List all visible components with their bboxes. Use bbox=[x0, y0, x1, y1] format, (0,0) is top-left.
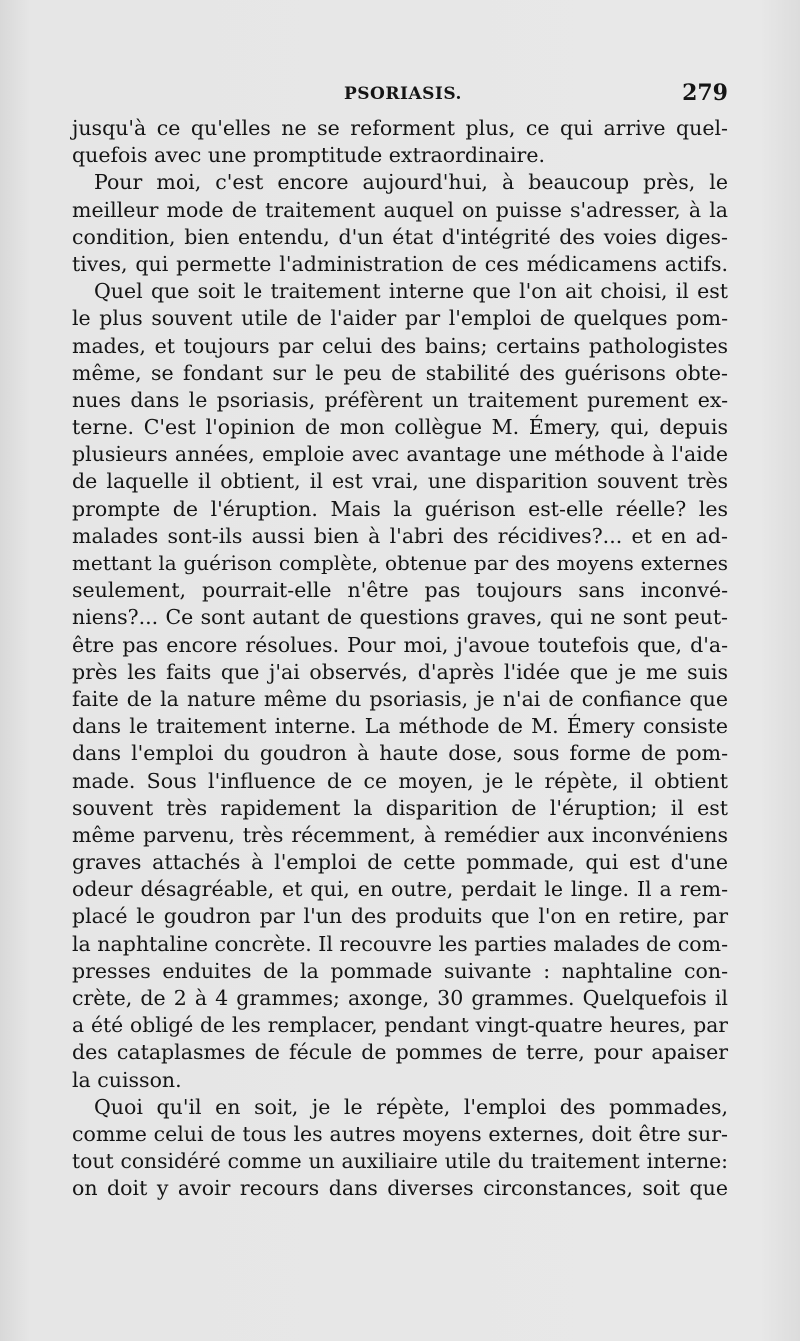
text-line: la naphtaline concrète. Il recouvre les parties malades de com- bbox=[72, 931, 728, 956]
text-line: mettant la guérison complète, obtenue par des moyens externes bbox=[72, 551, 728, 575]
text-line: dans l'emploi du goudron à haute dose, sous forme de pom- bbox=[72, 741, 728, 766]
text-line: malades sont-ils aussi bien à l'abri des récidives?... et en ad- bbox=[72, 523, 728, 548]
page-header bbox=[72, 80, 728, 110]
text-line: tives, qui permette l'administration de ces médicamens actifs. bbox=[72, 251, 728, 276]
text-line: condition, bien entendu, d'un état d'intégrité des voies diges- bbox=[72, 224, 728, 249]
text-line: même, se fondant sur le peu de stabilité des guérisons obte- bbox=[72, 360, 728, 385]
text-line: presses enduites de la pommade suivante : naphtaline con- bbox=[72, 958, 728, 983]
text-line: Quel que soit le traitement interne que l'on ait choisi, il est bbox=[94, 279, 728, 304]
text-line: crète, de 2 à 4 grammes; axonge, 30 grammes. Quelquefois il bbox=[72, 986, 728, 1010]
text-line: faite de la nature même du psoriasis, je n'ai de confiance que bbox=[72, 686, 728, 711]
text-line: made. Sous l'influence de ce moyen, je le répète, il obtient bbox=[72, 768, 728, 793]
text-line: la cuisson. bbox=[72, 1067, 182, 1092]
text-line: Quoi qu'il en soit, je le répète, l'emploi des pommades, bbox=[94, 1094, 728, 1119]
text-line: plusieurs années, emploie avec avantage une méthode à l'aide bbox=[72, 442, 728, 467]
text-line: être pas encore résolues. Pour moi, j'avoue toutefois que, d'a- bbox=[72, 632, 728, 657]
text-line: meilleur mode de traitement auquel on puisse s'adresser, à la bbox=[72, 197, 728, 222]
text-line: dans le traitement interne. La méthode de M. Émery consiste bbox=[72, 714, 728, 739]
text-line: même parvenu, très récemment, à remédier aux inconvéniens bbox=[72, 822, 728, 847]
text-line: mades, et toujours par celui des bains; certains pathologistes bbox=[72, 333, 728, 358]
text-line: quefois avec une promptitude extraordinaire. bbox=[72, 143, 546, 168]
text-line: terne. C'est l'opinion de mon collègue M. Émery, qui, depuis bbox=[72, 415, 728, 440]
text-line: Pour moi, c'est encore aujourd'hui, à beaucoup près, le bbox=[94, 170, 728, 195]
text-line: le plus souvent utile de l'aider par l'emploi de quelques pom- bbox=[72, 306, 728, 331]
text-line: placé le goudron par l'un des produits que l'on en retire, par bbox=[72, 904, 728, 929]
text-line: comme celui de tous les autres moyens externes, doit être sur- bbox=[72, 1121, 728, 1146]
text-line: niens?... Ce sont autant de questions graves, qui ne sont peut- bbox=[72, 605, 728, 630]
text-line: prompte de l'éruption. Mais la guérison est-elle réelle? les bbox=[72, 496, 728, 521]
text-line: jusqu'à ce qu'elles ne se reforment plus, ce qui arrive quel- bbox=[72, 116, 728, 140]
text-line: des cataplasmes de fécule de pommes de terre, pour apaiser bbox=[72, 1040, 728, 1065]
text-line: seulement, pourrait-elle n'être pas toujours sans inconvé- bbox=[72, 578, 728, 603]
text-line: tout considéré comme un auxiliaire utile du traitement interne: bbox=[72, 1149, 728, 1174]
text-line: près les faits que j'ai observés, d'après l'idée que je me suis bbox=[72, 659, 728, 684]
text-line: a été obligé de les remplacer, pendant vingt-quatre heures, par bbox=[72, 1013, 728, 1038]
text-line: graves attachés à l'emploi de cette pommade, qui est d'une bbox=[72, 850, 728, 875]
body-text bbox=[72, 115, 728, 1203]
running-title: PSORIASIS. bbox=[344, 84, 462, 104]
page-number: 279 bbox=[682, 80, 728, 106]
text-line: odeur désagréable, et qui, en outre, perdait le linge. Il a rem- bbox=[72, 877, 728, 902]
text-line: on doit y avoir recours dans diverses circonstances, soit que bbox=[72, 1176, 728, 1201]
text-line: nues dans le psoriasis, préfèrent un traitement purement ex- bbox=[72, 387, 728, 412]
text-line: souvent très rapidement la disparition de l'éruption; il est bbox=[72, 795, 728, 820]
text-line: de laquelle il obtient, il est vrai, une disparition souvent très bbox=[72, 469, 728, 494]
